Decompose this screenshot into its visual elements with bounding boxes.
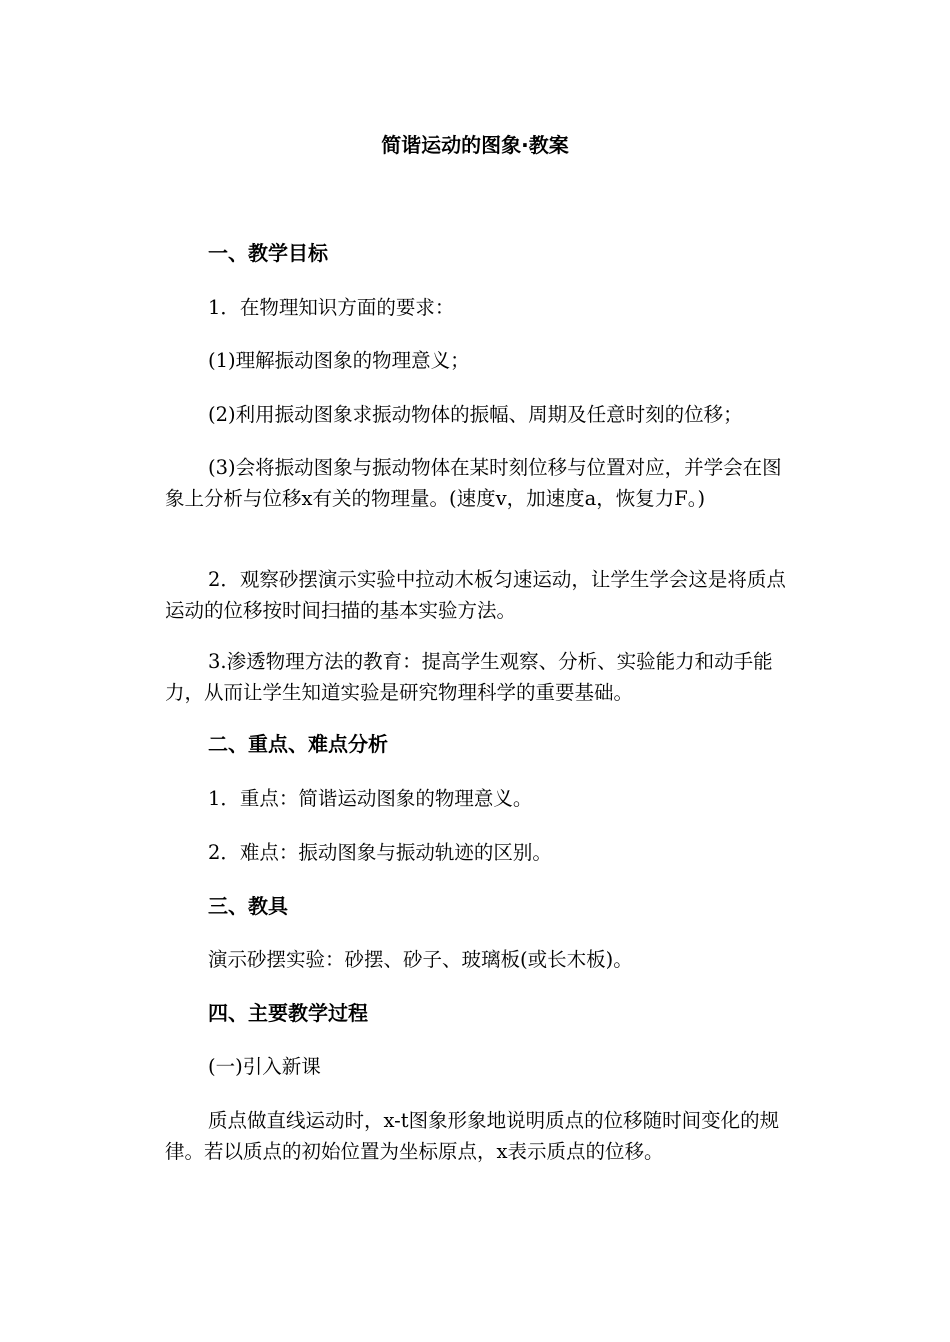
process-subheading-intro: (一)引入新课 <box>208 1055 321 1078</box>
section-heading-objectives: 一、教学目标 <box>208 241 328 265</box>
section-heading-process: 四、主要教学过程 <box>208 1001 368 1025</box>
objective-item-1-3: (3)会将振动图象与振动物体在某时刻位移与位置对应，并学会在图象上分析与位移x有关的物理量。(速度v，加速度a，恢复力F。) <box>165 456 782 510</box>
teaching-aids-text: 演示砂摆实验：砂摆、砂子、玻璃板(或长木板)。 <box>208 948 633 971</box>
objective-item-3: 3.渗透物理方法的教育：提高学生观察、分析、实验能力和动手能力，从而让学生知道实验是研究物理科学的重要基础。 <box>165 650 773 704</box>
objective-item-2: 2．观察砂摆演示实验中拉动木板匀速运动，让学生学会这是将质点运动的位移按时间扫描的基本实验方法。 <box>165 568 786 622</box>
page-title: 简谐运动的图象·教案 <box>381 133 569 157</box>
process-intro-text: 质点做直线运动时，x-t图象形象地说明质点的位移随时间变化的规律。若以质点的初始位置为坐标原点，x表示质点的位移。 <box>165 1109 780 1163</box>
objective-item-1-1: (1)理解振动图象的物理意义； <box>208 349 470 372</box>
objective-item-1-2: (2)利用振动图象求振动物体的振幅、周期及任意时刻的位移； <box>208 403 743 426</box>
objective-item-1: 1．在物理知识方面的要求： <box>208 296 455 319</box>
key-point-item-2: 2．难点：振动图象与振动轨迹的区别。 <box>208 841 552 864</box>
section-heading-teaching-aids: 三、教具 <box>208 894 288 918</box>
section-heading-key-points: 二、重点、难点分析 <box>208 732 388 756</box>
key-point-item-1: 1．重点：简谐运动图象的物理意义。 <box>208 787 533 810</box>
